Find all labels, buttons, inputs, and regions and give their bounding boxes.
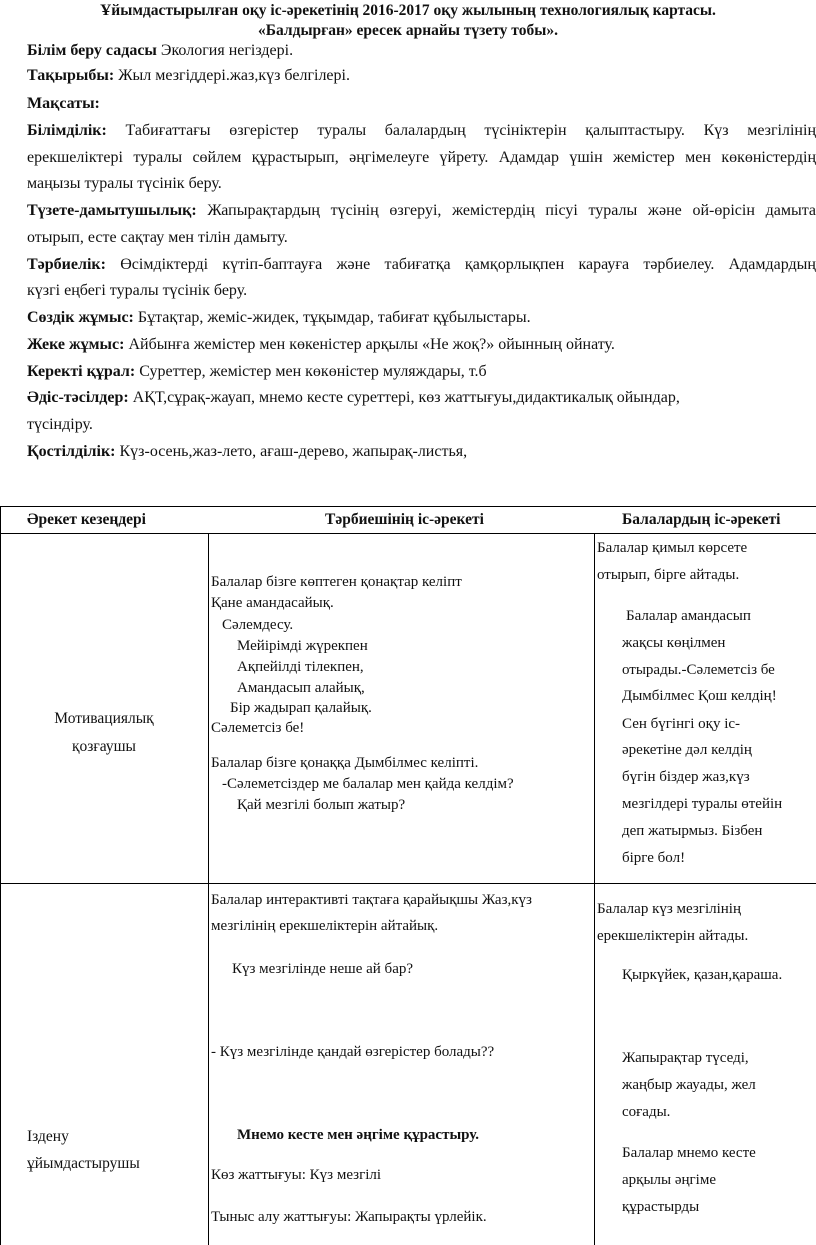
row1-children-line: Сен бүгінгі оқу іс-	[622, 716, 741, 732]
header-children: Балалардың іс-әрекеті	[622, 511, 781, 528]
info-methods-line1	[27, 389, 680, 407]
row2-children-line: жаңбыр жауады, жел	[622, 1077, 756, 1093]
info-dev-line2	[27, 229, 288, 247]
row1-children-line: мезгілдері туралы өтейін	[622, 796, 783, 812]
row1-teacher-line: Балалар бізге қонаққа Дымбілмес келіпті.	[211, 755, 479, 771]
row2-stage-line2: ұйымдастырушы	[27, 1155, 140, 1172]
upbr-label: Тәрбиелік:	[27, 256, 106, 273]
row1-teacher-line: Ақпейілді тілекпен,	[237, 659, 364, 675]
row2-teacher-line: Көз жаттығуы: Күз мезгілі	[211, 1167, 382, 1183]
tools-value: Суреттер, жемістер мен көкөністер муляждары, т.б	[135, 363, 487, 380]
row2-children-line: Балалар мнемо кесте	[622, 1145, 756, 1161]
row1-children-line: отырып, бірге айтады.	[597, 567, 740, 583]
info-methods-line2	[27, 416, 93, 434]
methods-text-2: түсіндіру.	[27, 416, 93, 433]
row2-children-line: ерекшеліктерін айтады.	[597, 928, 749, 944]
info-topic	[27, 67, 350, 85]
row2-teacher-line: мезгілінің ерекшеліктерін айтайық.	[211, 918, 439, 934]
row1-children-line: әрекетіне дәл келдің	[622, 742, 752, 758]
row2-teacher-line: Күз мезгілінде неше ай бар?	[232, 961, 414, 977]
edu-text-2: ерекшеліктері туралы сөйлем құрастырып, әңгімелеуге үйрету. Адамдар үшін жемістер мен көкөністердің	[27, 149, 816, 166]
indiv-label: Жеке жұмыс:	[27, 336, 125, 353]
row2-teacher-line: Мнемо кесте мен әңгіме құрастыру.	[237, 1127, 480, 1143]
row1-children-line: отырады.-Сәлеметсіз бе	[622, 662, 775, 678]
row1-stage-line2: қозғаушы	[72, 738, 136, 755]
goals-label: Мақсаты:	[27, 95, 100, 112]
upbr-text-2: күзгі еңбегі туралы түсінік беру.	[27, 282, 248, 299]
row1-children-line: бүгін біздер жаз,күз	[622, 769, 750, 785]
bilingual-label: Қостілділік:	[27, 443, 116, 460]
info-area	[27, 42, 293, 60]
row1-stage-line1: Мотивациялық	[54, 710, 154, 727]
table-row-divider	[0, 883, 816, 884]
row1-teacher-line: Сәлемдесу.	[222, 617, 294, 633]
dev-text-1: Жапырақтардың түсінің өзгеруі, жемістердің пісуі туралы және ой-өрісін дамыта	[196, 202, 816, 219]
row1-children-line: бірге бол!	[622, 850, 686, 866]
info-edu-line3	[27, 175, 222, 193]
vocab-value: Бұтақтар, жеміс-жидек, тұқымдар, табиғат құбылыстары.	[133, 309, 531, 326]
row1-children-line: Дымбілмес Қош келдің!	[622, 688, 777, 704]
row2-stage-line1: Іздену	[27, 1128, 69, 1145]
info-upbr-line1	[27, 256, 816, 274]
row2-teacher-line: - Күз мезгілінде қандай өзгерістер болады??	[211, 1044, 495, 1060]
row1-teacher-line: Қай мезгілі болып жатыр?	[237, 797, 406, 813]
info-goals-heading	[27, 95, 100, 113]
topic-label: Тақырыбы:	[27, 67, 115, 84]
upbr-text-1: Өсімдіктерді күтіп-баптауға және табиғатқа қамқорлықпен карауға тәрбиелеу. Адамдардың	[105, 256, 816, 273]
methods-label: Әдіс-тәсілдер:	[27, 389, 129, 406]
info-vocab	[27, 309, 531, 327]
table-border-top	[0, 506, 816, 507]
info-indiv	[27, 336, 615, 354]
row1-children-line: Балалар қимыл көрсете	[597, 540, 748, 556]
vocab-label: Сөздік жұмыс:	[27, 309, 134, 326]
info-dev-line1	[27, 202, 816, 220]
row1-children-line: деп жатырмыз. Бізбен	[622, 823, 763, 839]
topic-value: Жыл мезгіддері.жаз,күз белгілері.	[114, 67, 350, 84]
row2-children-line: құрастырды	[622, 1199, 700, 1215]
edu-label: Білімділік:	[27, 122, 107, 139]
row1-teacher-line: Балалар бізге көптеген қонақтар келіпт	[211, 574, 462, 590]
row2-children-line: арқылы әңгіме	[622, 1172, 716, 1188]
info-edu-line1	[27, 122, 816, 140]
row1-teacher-line: Амандасып алайық,	[237, 680, 365, 696]
row1-teacher-line: Сәлеметсіз бе!	[211, 720, 305, 736]
methods-text-1: АҚТ,сұрақ-жауап, мнемо кесте суреттері, көз жаттығуы,дидактикалық ойындар,	[128, 389, 680, 406]
info-edu-line2	[27, 149, 816, 167]
row2-children-line: Балалар күз мезгілінің	[597, 901, 741, 917]
row2-teacher-line: Балалар интерактивті тақтаға қарайықшы Жаз,күз	[211, 892, 532, 908]
tools-label: Керекті құрал:	[27, 363, 136, 380]
row1-teacher-line: Бір жадырап қалайық.	[230, 700, 372, 716]
area-label: Білім беру садасы	[27, 42, 157, 59]
indiv-value: Айбынға жемістер мен көкеністер арқылы «Не жоқ?» ойынның ойнату.	[124, 336, 615, 353]
row1-teacher-line: -Сәлеметсіздер ме балалар мен қайда келдім?	[222, 776, 514, 792]
table-header-divider	[0, 533, 816, 534]
row2-children-line: соғады.	[622, 1104, 671, 1120]
row1-children-line: жақсы көңілмен	[622, 635, 726, 651]
row1-teacher-line: Қане амандасайық.	[211, 595, 334, 611]
header-stages: Әрекет кезеңдері	[27, 511, 146, 528]
dev-text-2: отырып, есте сақтау мен тілін дамыту.	[27, 229, 288, 246]
dev-label: Түзете-дамытушылық:	[27, 202, 197, 219]
row2-children-line: Жапырақтар түседі,	[622, 1050, 749, 1066]
row2-children-line: Қыркүйек, қазан,қараша.	[622, 967, 783, 983]
edu-text-1: Табиғаттағы өзгерістер туралы балалардың түсініктерін қалыптастыру. Күз мезгілінің	[106, 122, 816, 139]
bilingual-value: Күз-осень,жаз-лето, ағаш-дерево, жапырақ-листья,	[115, 443, 468, 460]
edu-text-3: маңызы туралы түсінік беру.	[27, 175, 222, 192]
row2-teacher-line: Тыныс алу жаттығуы: Жапырақты үрлейік.	[211, 1209, 487, 1225]
page-title-line2: «Балдырған» ересек арнайы түзету тобы».	[258, 22, 558, 39]
info-upbr-line2	[27, 282, 247, 300]
info-tools	[27, 363, 487, 381]
row1-children-line: Балалар амандасып	[626, 608, 751, 624]
info-bilingual	[27, 443, 467, 461]
header-teacher: Тәрбиешінің іс-әрекеті	[325, 511, 484, 528]
page-title-line1: Ұйымдастырылған оқу іс-әрекетінің 2016-2017 оқу жылының технологиялық картасы.	[100, 2, 716, 19]
row1-teacher-line: Мейірімді жүрекпен	[237, 638, 368, 654]
table-col-divider-2	[594, 533, 595, 1245]
area-value: Экология негіздері.	[156, 42, 294, 59]
